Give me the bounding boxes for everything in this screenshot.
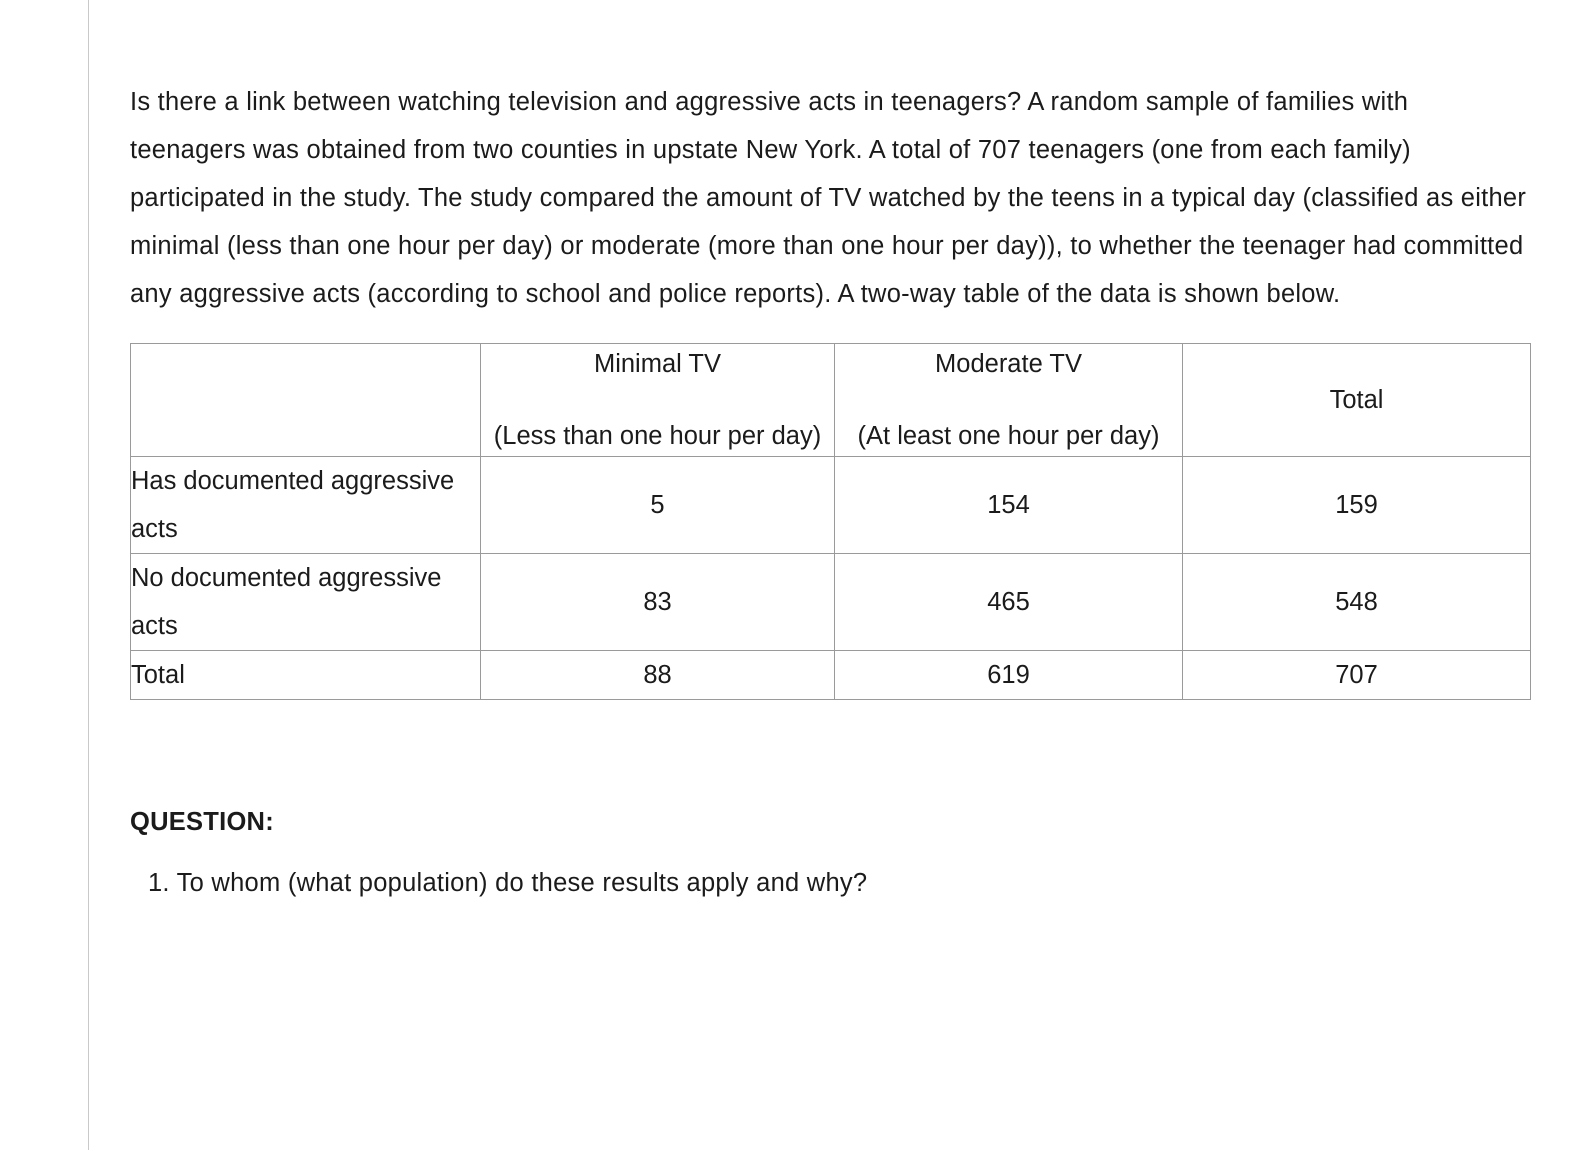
- cell-no-documented-moderate: 465: [835, 554, 1183, 651]
- table-row: [131, 554, 1531, 651]
- table-header-minimal-tv: [481, 344, 835, 457]
- table-row: [131, 651, 1531, 700]
- intro-paragraph: Is there a link between watching television and aggressive acts in teenagers? A random sample of families with teenagers was obtained from two counties in upstate New York. A total of 707 teenagers (one from each family) participated in the study. The study compared the amount of TV watched by the teens in a typical day (classified as either minimal (less than one hour per day) or moderate (more than one hour per day)), to whether the teenager had committed any aggressive acts (according to school and police reports). A two-way table of the data is shown below.: [130, 87, 1527, 308]
- table-header-moderate-tv: [835, 344, 1183, 457]
- cell-total-moderate: 619: [835, 651, 1183, 700]
- row-label-has-documented: Has documented aggressive acts: [131, 457, 481, 554]
- header-minimal-subtitle: (Less than one hour per day): [493, 422, 822, 450]
- left-margin-rule: [88, 0, 89, 1150]
- cell-has-documented-total: 159: [1183, 457, 1531, 554]
- cell-total-minimal: 88: [481, 651, 835, 700]
- document-content: [130, 52, 1530, 898]
- table-corner-cell: [131, 344, 481, 457]
- table-header-row: [131, 344, 1531, 457]
- cell-has-documented-minimal: 5: [481, 457, 835, 554]
- header-minimal-title: Minimal TV: [593, 350, 722, 378]
- question-heading: QUESTION:: [130, 808, 274, 836]
- row-label-no-documented: No documented aggressive acts: [131, 554, 481, 651]
- cell-no-documented-minimal: 83: [481, 554, 835, 651]
- cell-no-documented-total: 548: [1183, 554, 1531, 651]
- table-header-total: Total: [1183, 344, 1531, 457]
- question-item-1: 1. To whom (what population) do these results apply and why?: [148, 869, 868, 897]
- row-label-total: Total: [131, 651, 481, 700]
- header-moderate-subtitle: (At least one hour per day): [857, 422, 1160, 450]
- cell-total-total: 707: [1183, 651, 1531, 700]
- cell-has-documented-moderate: 154: [835, 457, 1183, 554]
- two-way-table: [130, 343, 1531, 700]
- table-row: [131, 457, 1531, 554]
- header-moderate-title: Moderate TV: [935, 350, 1082, 378]
